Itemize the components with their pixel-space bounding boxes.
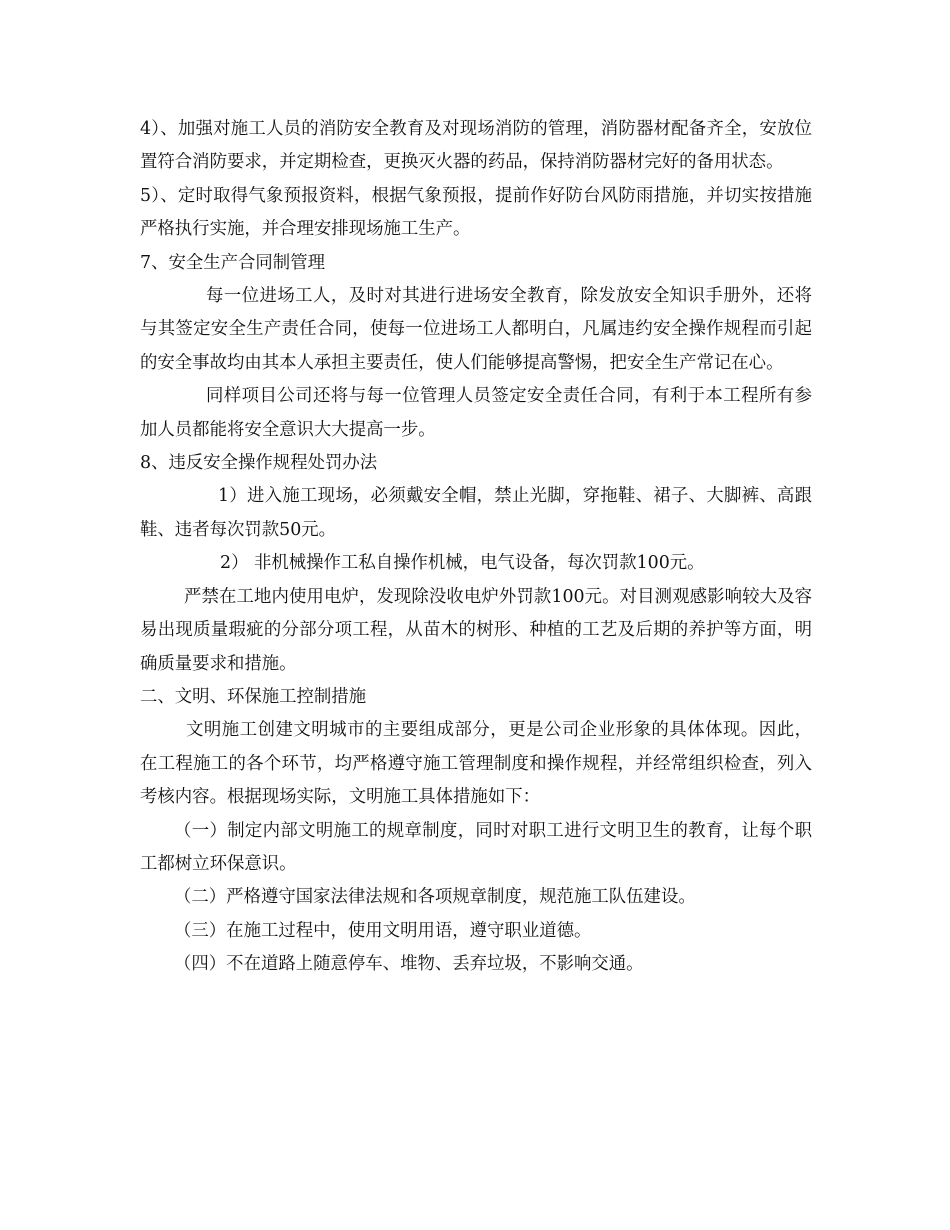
list-item-1: （一）制定内部文明施工的规章制度，同时对职工进行文明卫生的教育，让每个职工都树立环保意识。 (140, 820, 812, 874)
paragraph-penalty-2: 2） 非机械操作工私自操作机械，电气设备，每次罚款100元。 (220, 553, 705, 574)
list-item-2: （二）严格遵守国家法律法规和各项规章制度，规范施工队伍建设。 (174, 887, 696, 908)
paragraph-civilized-intro: 文明施工创建文明城市的主要组成部分，更是公司企业形象的具体体现。因此，在工程施工的各个环节，均严格遵守施工管理制度和操作规程，并经常组织检查，列入考核内容。根据现场实际，文明施工具体措施如下： (140, 720, 812, 808)
heading-safety-contract: 7、安全生产合同制管理 (140, 252, 325, 273)
paragraph-weather-forecast: 5）、定时取得气象预报资料，根据气象预报，提前作好防台风防雨措施，并切实按措施严格执行实施，并合理安排现场施工生产。 (140, 185, 812, 240)
paragraph-penalty-1: 1）进入施工现场，必须戴安全帽，禁止光脚，穿拖鞋、裙子、大脚裤、高跟鞋、违者每次罚款50元。 (140, 486, 812, 540)
list-item-4: （四）不在道路上随意停车、堆物、丢弃垃圾，不影响交通。 (174, 954, 644, 975)
document-body (140, 113, 812, 982)
paragraph-manager-contract: 同样项目公司还将与每一位管理人员签定安全责任合同，有利于本工程所有参加人员都能将安全意识大大提高一步。 (140, 386, 812, 440)
heading-penalty-rules: 8、违反安全操作规程处罚办法 (140, 453, 378, 474)
list-item-3: （三）在施工过程中，使用文明用语，遵守职业道德。 (174, 920, 592, 941)
paragraph-electric-stove: 严禁在工地内使用电炉，发现除没收电炉外罚款100元。对目测观感影响较大及容易出现质量瑕疵的分部分项工程，从苗木的树形、种植的工艺及后期的养护等方面，明确质量要求和措施。 (140, 586, 812, 674)
paragraph-fire-safety: 4）、加强对施工人员的消防安全教育及对现场消防的管理，消防器材配备齐全，安放位置符合消防要求，并定期检查，更换灭火器的药品，保持消防器材完好的备用状态。 (140, 119, 812, 173)
heading-civilized-construction: 二、文明、环保施工控制措施 (140, 686, 367, 707)
paragraph-worker-contract: 每一位进场工人，及时对其进行进场安全教育，除发放安全知识手册外，还将与其签定安全生产责任合同，使每一位进场工人都明白，凡属违约安全操作规程而引起的安全事故均由其本人承担主要责任，使人们能够提高警惕，把安全生产常记在心。 (140, 286, 812, 373)
